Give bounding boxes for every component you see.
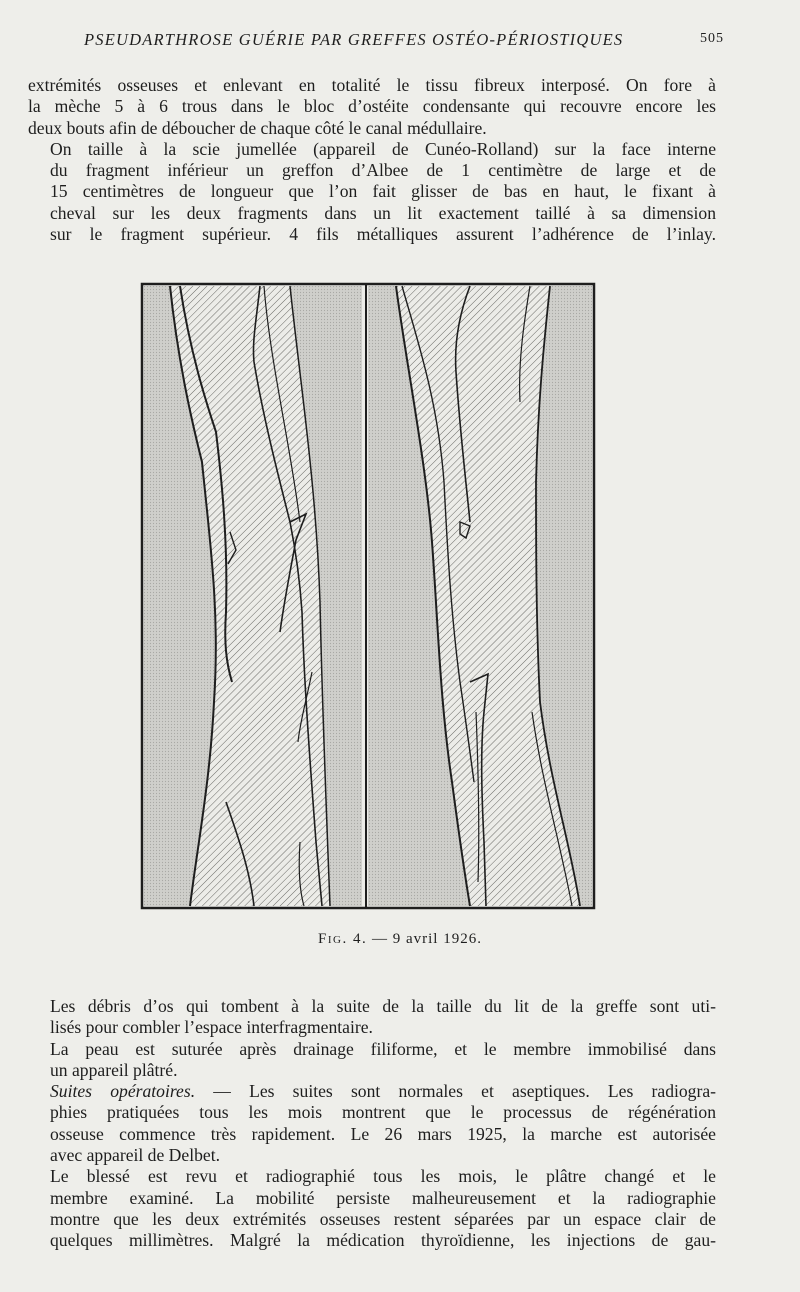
text-line: cheval sur les deux fragments dans un lit exactement taillé à sa dimension bbox=[50, 202, 716, 223]
body-text-bottom bbox=[28, 996, 716, 1252]
text-line: extrémités osseuses et enlevant en totalité le tissu fibreux interposé. On fore à bbox=[28, 75, 716, 95]
page-number: 505 bbox=[700, 31, 724, 46]
paragraph-5 bbox=[28, 1081, 716, 1166]
text-line: deux bouts afin de déboucher de chaque côté le canal médullaire. bbox=[28, 117, 487, 138]
text-line: Le blessé est revu et radiographié tous les mois, le plâtre changé et le bbox=[50, 1166, 716, 1187]
running-header bbox=[84, 30, 724, 52]
section-lead-italic: Suites opératoires. bbox=[50, 1081, 196, 1102]
right-radiograph-panel bbox=[368, 286, 592, 906]
paragraph-3 bbox=[28, 996, 716, 1039]
figure-label: Fig. 4. bbox=[318, 931, 368, 947]
text-line bbox=[28, 1081, 716, 1102]
text-line: Les débris d’os qui tombent à la suite de la taille du lit de la greffe sont uti- bbox=[50, 996, 716, 1016]
text-fragment: — Les suites sont normales et aseptiques. Les radiogra- bbox=[213, 1081, 716, 1102]
body-text-top bbox=[28, 75, 716, 245]
paragraph-2 bbox=[28, 139, 716, 245]
figure-date: — 9 avril 1926. bbox=[371, 931, 482, 947]
bone-drawing bbox=[140, 282, 596, 910]
radiograph-figure bbox=[140, 282, 596, 910]
text-line: membre examiné. La mobilité persiste malheureusement et la radiographie bbox=[50, 1187, 716, 1208]
running-title: PSEUDARTHROSE GUÉRIE PAR GREFFES OSTÉO-PÉRIOSTIQUES bbox=[84, 30, 624, 49]
text-line: La peau est suturée après drainage filiforme, et le membre immobilisé dans bbox=[50, 1038, 716, 1059]
text-line: lisés pour combler l’espace interfragmentaire. bbox=[50, 1017, 373, 1038]
text-line: phies pratiquées tous les mois montrent que le processus de régénération bbox=[50, 1102, 716, 1123]
paragraph-4 bbox=[28, 1039, 716, 1082]
text-line: On taille à la scie jumellée (appareil de Cunéo-Rolland) sur la face interne bbox=[50, 138, 716, 159]
text-line: montre que les deux extrémités osseuses restent séparées par un espace clair de bbox=[50, 1208, 716, 1229]
text-line: la mèche 5 à 6 trous dans le bloc d’ostéite condensante qui recouvre encore les bbox=[28, 96, 716, 117]
text-line: avec appareil de Delbet. bbox=[50, 1145, 220, 1166]
text-line: sur le fragment supérieur. 4 fils métalliques assurent l’adhérence de l’inlay. bbox=[50, 224, 716, 245]
paragraph-1 bbox=[28, 75, 716, 139]
text-line: 15 centimètres de longueur que l’on fait glisser de bas en haut, le fixant à bbox=[50, 181, 716, 202]
paragraph-6 bbox=[28, 1166, 716, 1251]
left-radiograph-panel bbox=[144, 286, 362, 906]
text-line: osseuse commence très rapidement. Le 26 mars 1925, la marche est autorisée bbox=[50, 1123, 716, 1144]
text-line: un appareil plâtré. bbox=[50, 1059, 178, 1080]
text-line: quelques millimètres. Malgré la médication thyroïdienne, les injections de gau- bbox=[50, 1230, 716, 1251]
text-line: du fragment inférieur un greffon d’Albee de 1 centimètre de large et de bbox=[50, 160, 716, 181]
figure-caption bbox=[0, 931, 800, 948]
